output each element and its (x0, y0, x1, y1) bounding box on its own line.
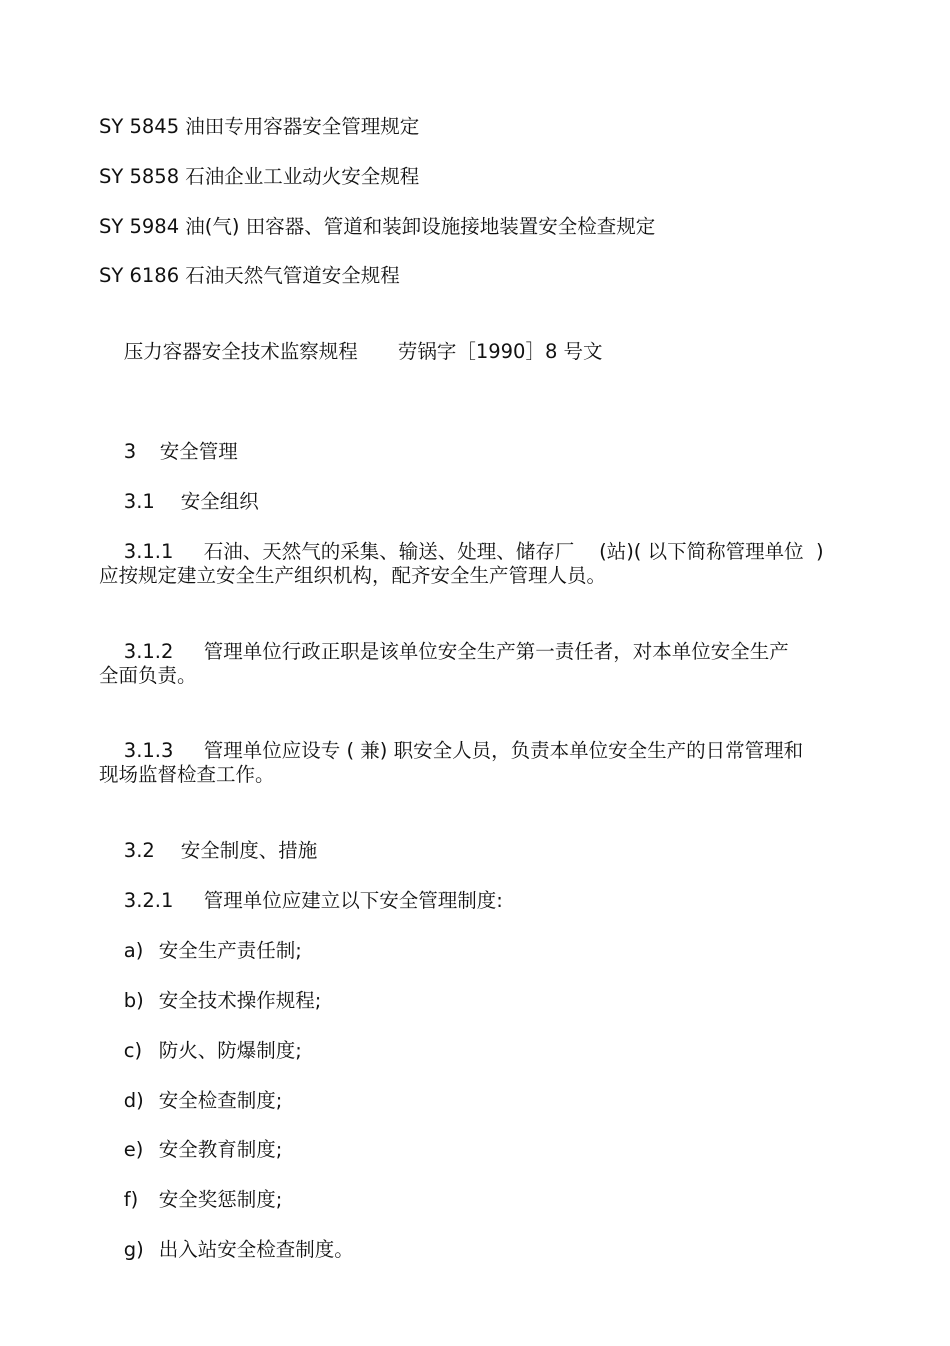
list-letter: g) (123, 1238, 144, 1261)
clause-number: 3.1.2 (123, 640, 174, 663)
regulation-line (99, 313, 603, 391)
list-item-text: 防火、防爆制度; (158, 1039, 302, 1062)
clause-text: 管理单位行政正职是该单位安全生产第一责任者，对本单位安全生产 (203, 640, 789, 663)
standard-line: SY 5858 石油企业工业动火安全规程 (99, 165, 420, 188)
list-item (99, 1211, 354, 1289)
clause-continuation: 现场监督检查工作。 (99, 763, 275, 786)
clause-text: 石油、天然气的采集、输送、处理、储存厂 (站)( 以下简称管理单位 ) (203, 540, 824, 563)
standard-line: SY 5984 油(气) 田容器、管道和装卸设施接地装置安全检查规定 (99, 215, 656, 238)
clause-line (99, 613, 789, 691)
regulation-name: 压力容器安全技术监察规程 (123, 340, 358, 363)
list-letter: a) (123, 939, 144, 962)
standard-line: SY 6186 石油天然气管道安全规程 (99, 264, 400, 287)
subsection-number: 3.1 (123, 490, 155, 513)
subsection-title: 安全制度、措施 (180, 839, 318, 862)
list-item-text: 安全技术操作规程; (158, 989, 322, 1012)
section-title: 安全管理 (159, 440, 238, 463)
standard-line: SY 5845 油田专用容器安全管理规定 (99, 115, 420, 138)
list-item-text: 安全生产责任制; (158, 939, 302, 962)
subsection-title: 安全组织 (180, 490, 259, 513)
clause-continuation: 全面负责。 (99, 664, 197, 687)
list-item-text: 出入站安全检查制度。 (158, 1238, 354, 1261)
list-letter: d) (123, 1089, 144, 1112)
list-item-text: 安全检查制度; (158, 1089, 283, 1112)
list-item-text: 安全奖惩制度; (158, 1188, 283, 1211)
clause-text: 管理单位应设专 ( 兼) 职安全人员，负责本单位安全生产的日常管理和 (203, 739, 804, 762)
clause-continuation: 应按规定建立安全生产组织机构，配齐安全生产管理人员。 (99, 564, 607, 587)
regulation-doc-number: 劳锅字［1990］8 号文 (397, 340, 603, 363)
list-letter: e) (123, 1138, 144, 1161)
list-item-text: 安全教育制度; (158, 1138, 283, 1161)
clause-number: 3.2.1 (123, 889, 174, 912)
clause-text: 管理单位应建立以下安全管理制度: (203, 889, 503, 912)
list-letter: c) (123, 1039, 143, 1062)
clause-number: 3.1.1 (123, 540, 174, 563)
subsection-number: 3.2 (123, 839, 155, 862)
section-number: 3 (123, 440, 137, 463)
list-letter: f) (123, 1188, 139, 1211)
clause-number: 3.1.3 (123, 739, 174, 762)
list-letter: b) (123, 989, 144, 1012)
